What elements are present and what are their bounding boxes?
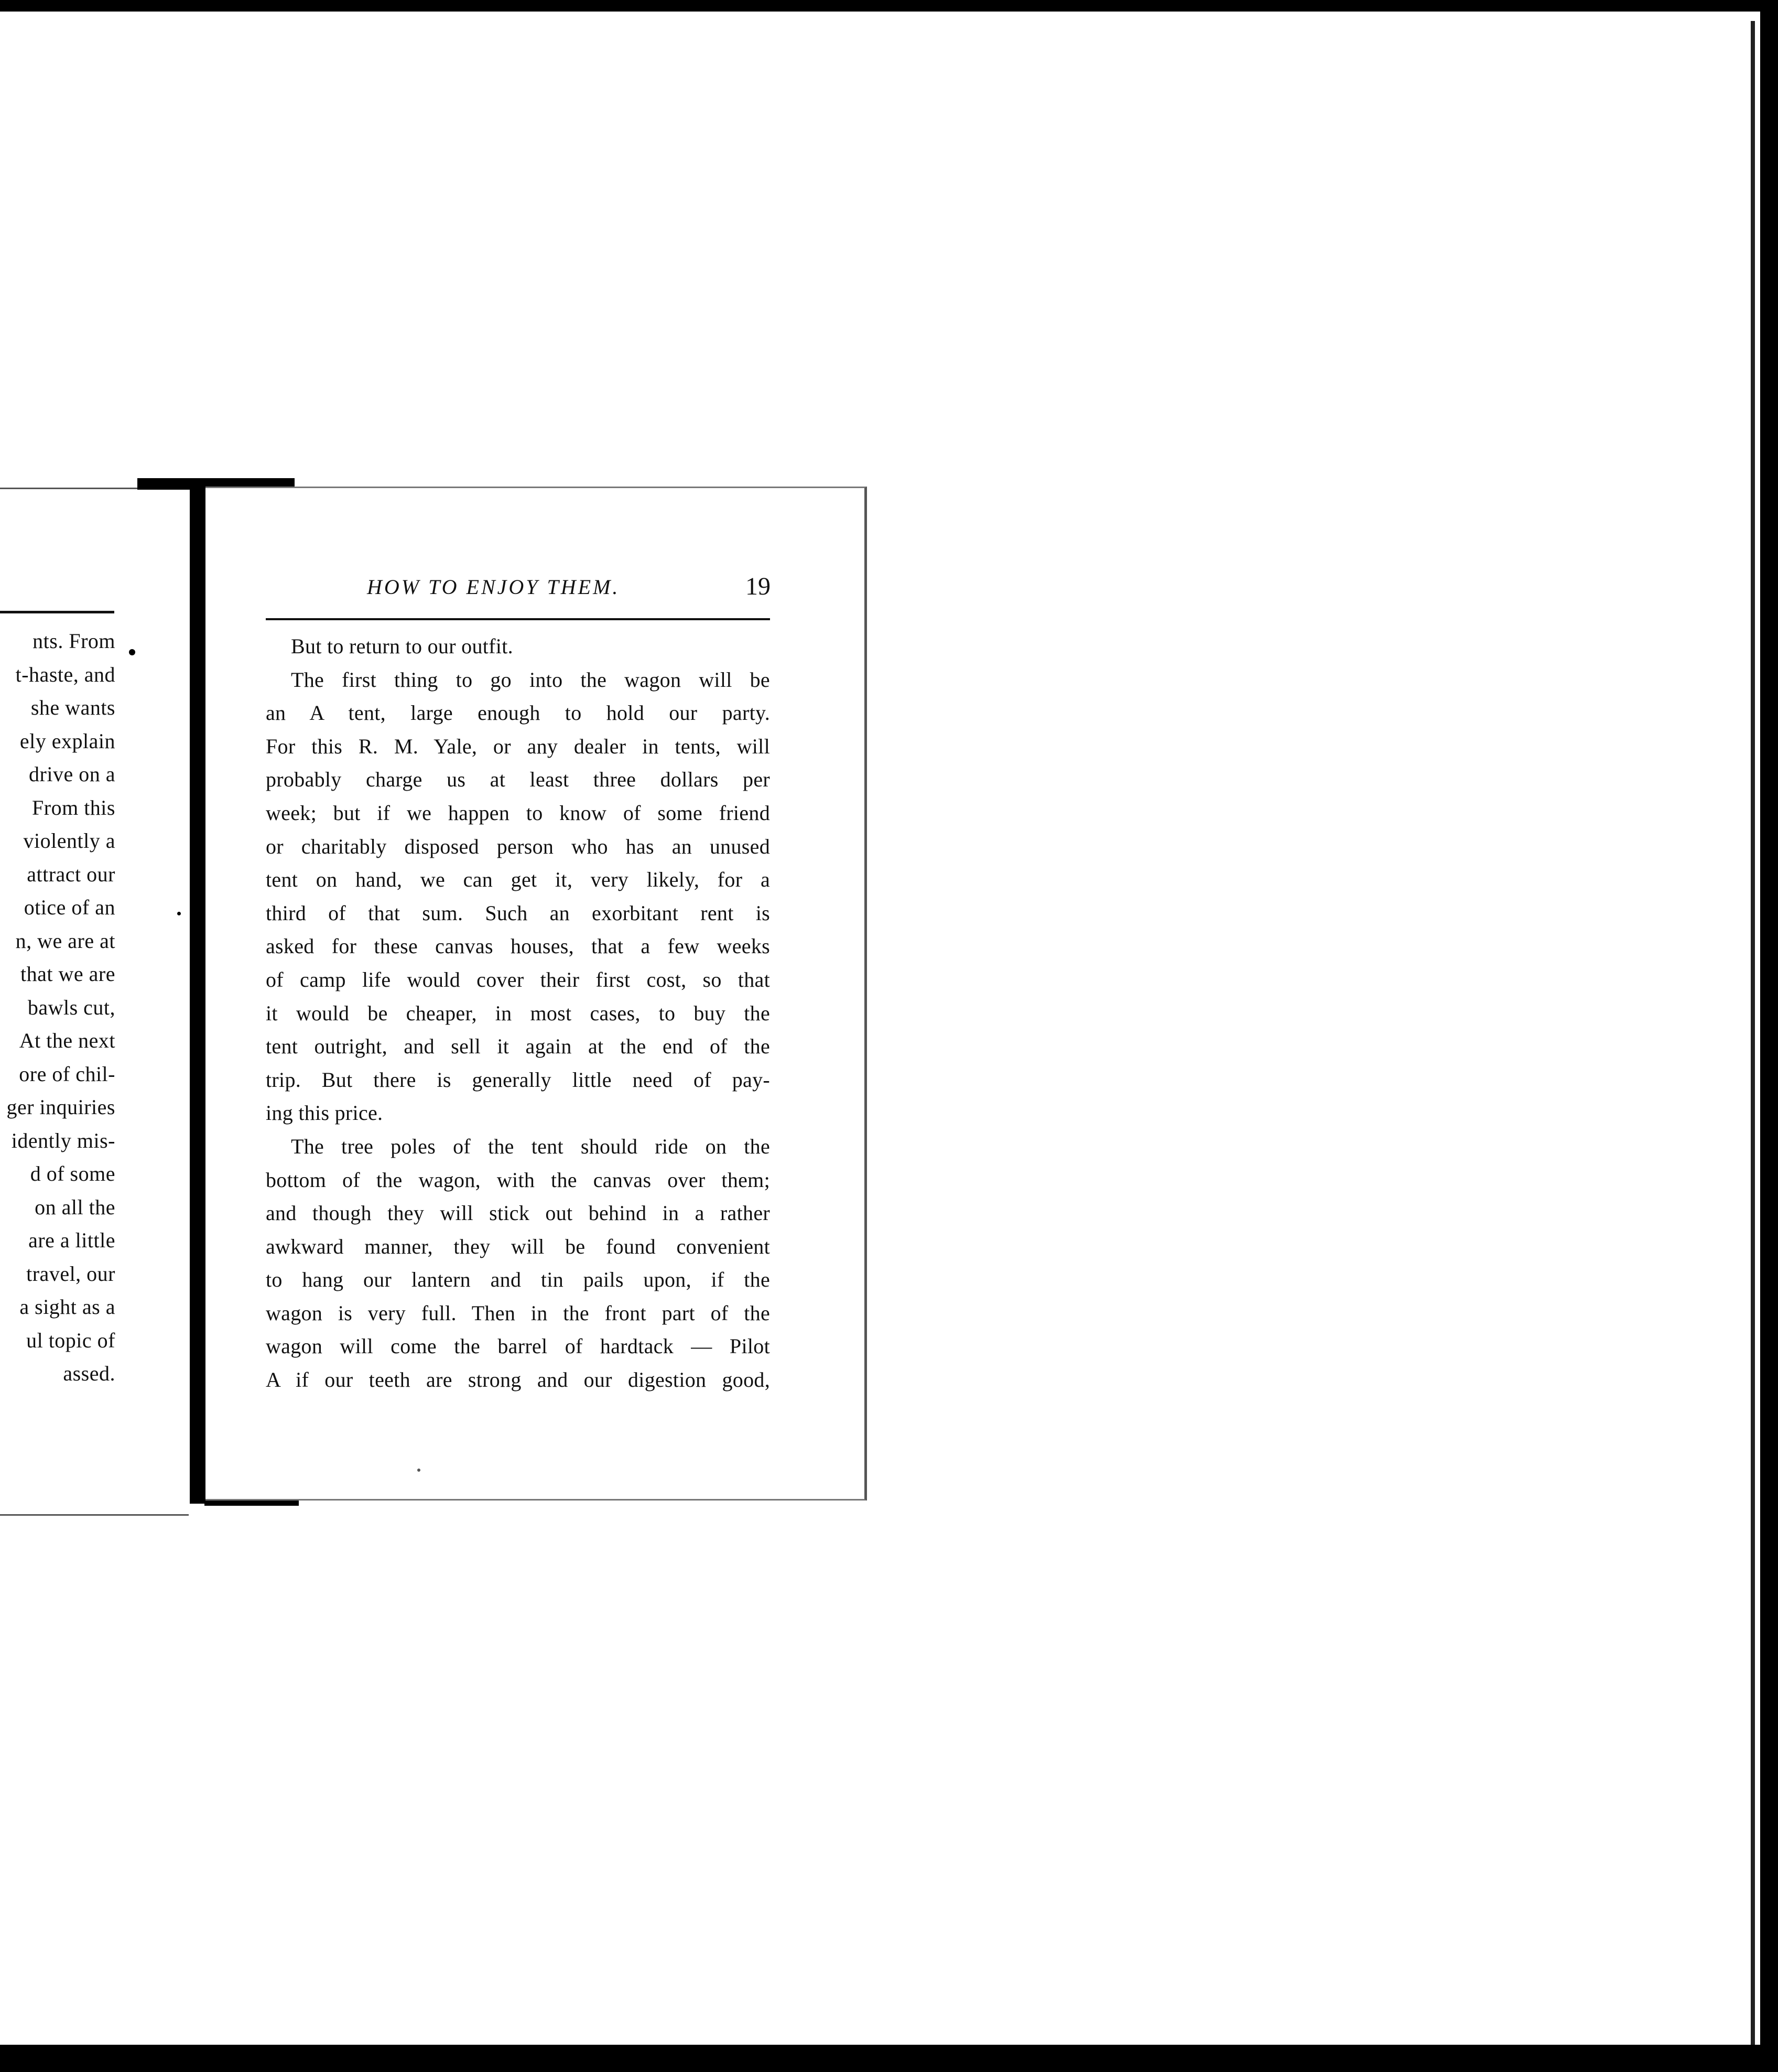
scan-frame-right	[1760, 0, 1778, 2072]
previous-page-line: ore of chil-	[19, 1062, 115, 1086]
previous-page-line: bawls cut,	[27, 995, 115, 1019]
previous-page-line: From this	[32, 795, 115, 819]
previous-page-line: drive on a	[29, 762, 115, 786]
text-line: For this R. M. Yale, or any dealer in tents, will	[266, 734, 770, 758]
scan-frame-top	[0, 0, 1778, 12]
previous-page-line: otice of an	[24, 895, 115, 919]
previous-page-line: ely explain	[19, 729, 115, 753]
text-line: But to return to our outfit.	[291, 634, 513, 658]
previous-page-head-rule	[0, 611, 114, 613]
ink-speck	[129, 649, 135, 655]
previous-page-line: idently mis-	[11, 1128, 115, 1152]
previous-page-line: nts. From	[32, 629, 115, 653]
previous-page-text	[6, 624, 115, 1390]
previous-page-line: d of some	[30, 1162, 115, 1185]
scan-frame-right-edge	[1751, 21, 1755, 2045]
previous-page-line: travel, our	[26, 1261, 115, 1286]
text-line: A if our teeth are strong and our digestion good,	[266, 1368, 770, 1392]
text-line: The first thing to go into the wagon will be	[291, 667, 770, 692]
previous-page	[0, 488, 189, 1516]
text-line: and though they will stick out behind in a rather	[266, 1201, 770, 1225]
running-head: HOW TO ENJOY THEM.	[367, 575, 620, 599]
text-line: trip. But there is generally little need of pay-	[266, 1067, 770, 1092]
text-line: bottom of the wagon, with the canvas over them;	[266, 1168, 770, 1192]
text-line: The tree poles of the tent should ride on the	[291, 1134, 770, 1158]
text-line: week; but if we happen to know of some friend	[266, 801, 770, 825]
previous-page-line: are a little	[28, 1228, 115, 1252]
text-line: to hang our lantern and tin pails upon, if the	[266, 1268, 770, 1292]
text-line: probably charge us at least three dollars per	[266, 768, 770, 792]
page-number: 19	[745, 573, 771, 600]
text-line: of camp life would cover their first cost, so that	[266, 967, 770, 991]
previous-page-line: assed.	[63, 1362, 115, 1385]
previous-page-line: At the next	[19, 1029, 115, 1052]
scan-frame-bottom	[0, 2045, 1778, 2072]
text-line: an A tent, large enough to hold our party.	[266, 701, 770, 725]
previous-page-line: on all the	[35, 1195, 115, 1219]
text-line: it would be cheaper, in most cases, to buy the	[266, 1001, 770, 1025]
previous-page-line: attract our	[27, 862, 115, 886]
page-body-text	[266, 630, 770, 1397]
previous-page-line: ul topic of	[26, 1328, 115, 1352]
previous-page-line: n, we are at	[15, 929, 115, 953]
text-line: awkward manner, they will be found convenient	[266, 1234, 770, 1258]
text-line: ing this price.	[266, 1101, 383, 1125]
text-line: third of that sum. Such an exorbitant rent is	[266, 901, 770, 925]
running-head-rule	[266, 618, 770, 620]
previous-page-line: violently a	[23, 829, 115, 852]
previous-page-line: a sight as a	[19, 1295, 115, 1319]
text-line: asked for these canvas houses, that a few weeks	[266, 934, 770, 958]
previous-page-line: ger inquiries	[6, 1095, 115, 1119]
text-line: wagon is very full. Then in the front part of the	[266, 1301, 770, 1325]
previous-page-line: t-haste, and	[15, 662, 115, 686]
text-line: wagon will come the barrel of hardtack — Pilot	[266, 1334, 770, 1358]
text-line: tent on hand, we can get it, very likely, for a	[266, 868, 770, 892]
previous-page-line: that we are	[20, 962, 115, 986]
text-line: or charitably disposed person who has an unused	[266, 834, 770, 858]
ink-speck	[177, 912, 181, 915]
book-page	[205, 487, 867, 1501]
text-line: tent outright, and sell it again at the end of the	[266, 1034, 770, 1059]
previous-page-line: she wants	[30, 696, 115, 719]
ink-speck	[417, 1469, 420, 1472]
